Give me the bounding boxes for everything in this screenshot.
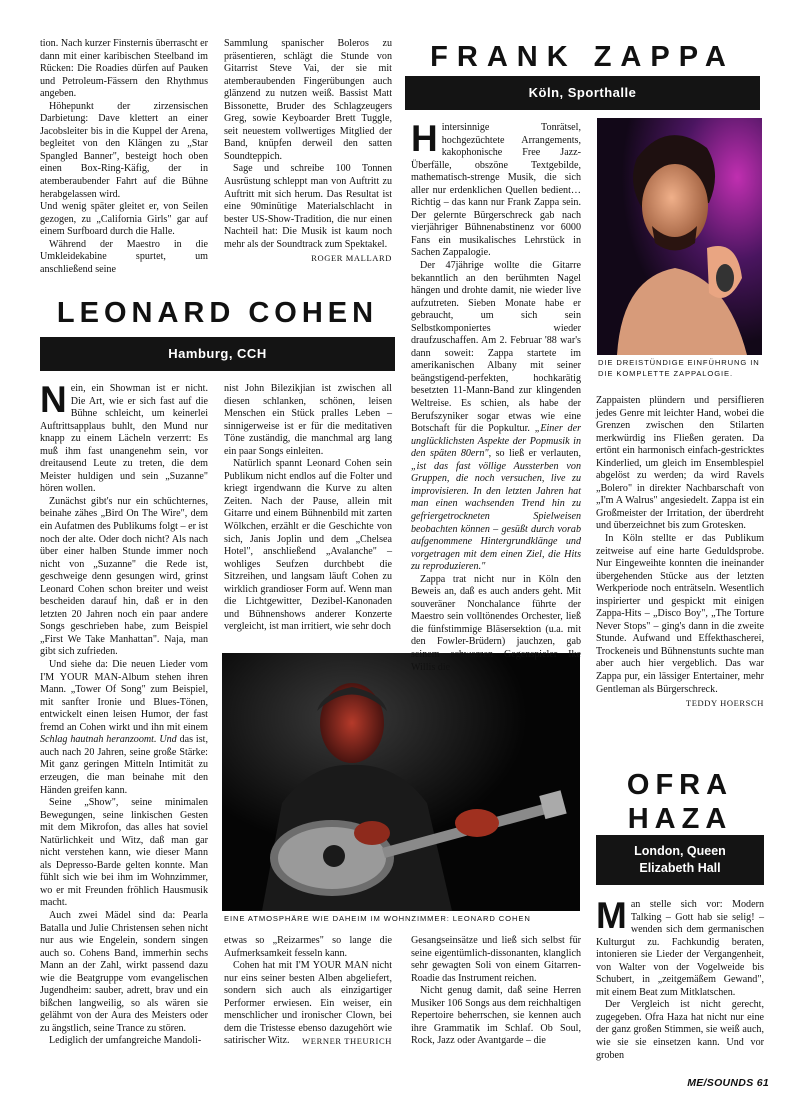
paragraph: Und wenig später gleitet er, von Seilen gezogen, zu „California Girls" gar auf einem Surfboard durch die Halle. [40, 201, 208, 238]
paragraph: Lediglich der umfangreiche Mandoli- [49, 1035, 202, 1047]
paragraph: Auch zwei Mädel sind da: Pearla Batalla und Julie Christensen sehen nicht nur aus wie Engelein, sondern singen auch so. Cohens Band, immerhin sechs Mann an der Zahl, wirkt passend dazu wie die Beatgruppe vom evangelischen Jugendheim: sauber, adrett, brav und ein bißchen langweilig, so als wären sie gelähmt von der Aura des Meisters oder zu ängstlich, seine Trance zu stören. [40, 909, 208, 1034]
author-credit: TEDDY HOERSCH [685, 698, 764, 709]
paragraph: Während der Maestro in die Umkleidekabine spurtet, um anschließend seine [40, 238, 208, 275]
haza-text [596, 895, 764, 1062]
paragraph-text: Und siehe da: Die neuen Lieder vom I'M YOUR MAN-Album stehen ihren Mann. „Tower Of Song" zum Beispiel, mit sanfter Ironie und Blues-Tönen, entwickelt einen leisen Humor, der fast fremd an Cohen wirkt und ihn mit einem [40, 659, 208, 733]
quote-text: „Einer der unglücklichsten Aspekte der Popmusik in den späten 80ern" [411, 423, 581, 460]
cohen-col2-bottom-text [224, 935, 392, 1048]
zappa-title: FRANK ZAPPA [430, 41, 735, 73]
paragraph: Natürlich spannt Leonard Cohen sein Publikum nicht endlos auf die Folter und kriegt irgendwann die Kurve zu alten Zeiten. Nach der Pause, allein mit Gitarre und einem Bühnenbild mit zarten Wölkchen, erzählt er die Geschichte von sich, Janis Joplin und dem „Chelsea Hotel", anschließend „Avalanche" – wohliges Seufzen durchbebt die Sitzreihen, und langsam läuft Cohen zu wirklich grandioser Form auf. Wenn man die Lichtgewitter, Dezibel-Kanonaden und Bühnenshows anderer Konzerte vergleicht, ist man irritiert, wie sehr doch [224, 458, 392, 633]
paragraph: Zappa trat nicht nur in Köln den Beweis an, daß es auch anders geht. Mit souveräner Nonchalance führte der Maestro sein volltönendes Orchester, ließ die fünfstimmige Bläsersektion (u.a. mit den Fowler-Brüdern) jauchzen, gab seinem schwarzen Gegenspieler Ike Willis die [411, 573, 581, 673]
paragraph-text: ein, ein Showman ist er nicht. Die Art, wie er sich fast auf die Bühne schleicht, um keinerlei Auftrittsapplaus buhlt, den Mund nur knapp zu einem Lächeln verzerrt: Es muß ihm fast unangenehm sein, vor dreitausend Leute zu treten, die dem Meister huldigen und sein „Suzanne" hören wollen. [40, 383, 208, 495]
haza-title-line1: OFRA [626, 769, 734, 801]
drop-cap: N [40, 379, 67, 420]
haza-venue-band [596, 835, 764, 885]
cohen-col2-text [224, 383, 392, 634]
zappa-venue-band [405, 76, 760, 110]
col1-top-text [40, 38, 208, 276]
paragraph-text: das ist, auch nach 20 Jahren, seine große Stärke: Mit ganz geringen Mitteln Intimität zu erzeugen, die man beinahe mit den Händen greifen kann. [40, 734, 208, 796]
drop-cap: H [411, 118, 438, 159]
paragraph: Cohen hat mit I'M YOUR MAN nicht nur eins seiner besten Alben abgeliefert, sondern sich auch als einzigartiger Performer erwiesen. Ein weiser, ein menschlicher und ironischer Clown, bei dem die Tristesse ebenso dazugehört wie satirischer Witz. [224, 960, 392, 1047]
paragraph: Höhepunkt der zirzensischen Darbietung: Dave klettert an einer Jacobsleiter bis in die Kuppel der Arena, begleitet von den Klängen zu „Star Spangled Banner", besteigt hoch oben einen Box-Ring-Käfig, der in atemberaubender Fahrt auf die Bühne herabgelassen wird. [40, 100, 208, 200]
paragraph: Zappaisten plündern und persiflieren jedes Genre mit leichter Hand, wobei die Grenzen zwischen den Stilarten merkwürdig ins Fließen geraten. Da ertönt ein harmonisch einfach-gestricktes Kinderlied, um gleich im Ensemblespiel abgelöst zu werden; da wird Ravels „Bolero" in direkter Nachbarschaft von „I'm A Walrus" angesiedelt. Zappa ist ein Großmeister der Irritation, der überdreht und überzeichnet bis zum Grotesken. [596, 395, 764, 532]
paragraph: Gesangseinsätze und ließ sich selbst für seine eigentümlich-dissonanten, klanglich sehr gewagten Soli von einem Gitarren-Roadie das Instrument reichen. [411, 935, 581, 984]
haza-venue-line1: London, Queen [634, 844, 726, 858]
quote-text: „ist das fast völlige Aussterben von Gruppen, die noch versuchen, live zu improvisieren. In den letzten Jahren hat man einen wachsenden Trend hin zu gefriergetrockneten Spielweisen beobachten können – gesüßt durch vorab aufgenommene Hintergrundklänge und vorgetragen mit dem einen Ziel, die Hits zu reproduzieren." [411, 460, 581, 573]
zappa-col3-bottom-text [411, 935, 581, 1048]
paragraph-text: an stelle sich vor: Modern Talking – Gott hab sie selig! – wenden sich dem germanischen Kulturgut zu. Fachkundig beraten, intonieren sie Lieder der Vergangenheit, von Walter von der Vogelweide bis Schubert, in „zeitgemäßem Gewand", mit einem Beat zum Mitklatschen. [596, 899, 764, 998]
italic-text: Schlag hautnah heranzoomt. Und [40, 734, 177, 746]
author-credit: ROGER MALLARD [311, 253, 392, 264]
guitarist-silhouette-icon [222, 653, 580, 911]
magazine-name: ME/SOUNDS [687, 1077, 754, 1089]
cohen-lead-paragraph [40, 379, 208, 496]
paragraph [411, 260, 581, 574]
zappa-venue: Köln, Sporthalle [528, 85, 637, 100]
zappa-photo-caption: DIE DREISTÜNDIGE EINFÜHRUNG IN DIE KOMPLETTE ZAPPALOGIE. [598, 358, 760, 378]
zappa-col3-text [411, 118, 581, 674]
haza-title [596, 768, 764, 836]
cohen-photo [222, 653, 580, 911]
page-number: 61 [756, 1077, 769, 1089]
cohen-title: LEONARD COHEN [56, 297, 379, 329]
paragraph: Nicht genug damit, daß seine Herren Musiker 106 Songs aus dem reichhaltigen Repertoire beherrschen, sie kennen auch ihre Grammatik im Schlaf. Ob Soul, Rock, Jazz oder Avantgarde – die [411, 985, 581, 1047]
paragraph: In Köln stellte er das Publikum zeitweise auf eine harte Geduldsprobe. Nur Eingeweihte konnten die ineinander übergehenden Stücke aus der letzten Werkperiode noch enträtseln. Wesentlich inspirierter und gespickt mit einigen Zappa-Hits – „Disco Boy", „The Torture Never Stops" – ging's dann in die zweite Stunde. Aufwand und Effekthascherei, Trockeneis und Bühnenstunts suchte man aber auch hier vergeblich. Das war Zappa pur, ein lässiger Entertainer, mehr Gentleman als Bürgerschreck. [596, 533, 764, 695]
paragraph: Der Vergleich ist nicht gerecht, zugegeben. Ofra Haza hat nicht nur eine der ganz großen Stimmen, sie weiß auch, wie sie sie einsetzen kann. Und vor groben [596, 999, 764, 1061]
paragraph: tion. Nach kurzer Finsternis überrascht er dann mit einer karibischen Steelband im Rücken: Die Roadies dürfen auf Pauken und Petroleum-Fässern den Rhythmus angeben. [40, 38, 208, 100]
zappa-col4-text [596, 395, 764, 710]
paragraph: Zunächst gibt's nur ein schüchternes, beinahe zähes „Bird On The Wire", dem ein Aufatmen des Publikums folgt – er ist noch der alte. Oder doch nicht? Als nach über einer halben Stunde immer noch nicht von „Suzanne" die Rede ist, geschweige denn gesungen wird, grinst Leonard Cohen schon breiter und weist bescheiden darauf hin, daß er in den letzten 20 Jahren noch ein paar andere Songs geschrieben habe, zum Beispiel „First We Take Manhattan". Naja, man gibt sich zufrieden. [40, 495, 208, 658]
paragraph [40, 659, 208, 797]
haza-title-line2: HAZA [627, 803, 733, 835]
page-footer [687, 1077, 769, 1089]
cohen-venue-band [40, 337, 395, 371]
author-credit: WERNER THEURICH [302, 1036, 392, 1047]
haza-lead-paragraph [596, 895, 764, 999]
paragraph-text: intersinnige Tonrätsel, hochgezüchtete Arrangements, kakophonische Free Jazz-Überfälle, obszöne Textgebilde, mathematisch-strenge Musik, die sich aller nur erdenklichen Quellen bedient… Richtig – das kann nur Frank Zappa sein. Der gelernte Bürgerschreck gab nach vierjähriger Bühnenabstinenz vor 6000 Fans ein musikalisches Lehrstück in Sachen Zappalogie. [411, 122, 581, 259]
paragraph: Seine „Show", seine minimalen Bewegungen, seine linkischen Gesten mit dem Mikrofon, das alles hat soviel Natürlichkeit und Witz, daß man gar nicht verstehen kann, wie dieser Mann als Depresso-Barde gelten konnte. Man fühlt sich wie bei ihm im Wohnzimmer, wo er mit Freunden fröhlich Hausmusik macht. [40, 797, 208, 909]
paragraph: Sage und schreibe 100 Tonnen Ausrüstung schleppt man von Auftritt zu Auftritt mit sich herum. Das Resultat ist eine 90minütige Materialschlacht in bester US-Show-Tradition, die nur einen Nachteil hat: Die Musik ist kaum noch mehr als der Soundtrack zum Spektakel. [224, 163, 392, 250]
cohen-col1-text [40, 379, 208, 1048]
zappa-lead-paragraph [411, 118, 581, 260]
paragraph: etwas so „Reizarmes" so lange die Aufmerksamkeit fesseln kann. [224, 935, 392, 959]
cohen-photo-caption: EINE ATMOSPHÄRE WIE DAHEIM IM WOHNZIMMER: LEONARD COHEN [224, 914, 531, 923]
paragraph: Sammlung spanischer Boleros zu präsentieren, schlägt die Stunde von Gitarrist Steve Vai, der sie mit atemberaubenden Fingerübungen auch glänzend zu nutzen weiß. Bassist Matt Bissonette, Bruder des Schlagzeugers Greg, sowie Keyboarder Brett Tuggle, seit neuestem vollwertiges Mitglied der Band, knüpfen derweil den satten Soundteppich. [224, 38, 392, 162]
cohen-venue: Hamburg, CCH [168, 346, 267, 361]
paragraph: nist John Bilezikjian ist zwischen all diesen schlanken, schönen, leisen Menschen ein Stück pralles Leben – sinnigerweise ist er für die meditativen Töne zuständig, die manchmal arg lang ein paar Songs einleiten. [224, 383, 392, 457]
paragraph-text: , so ließ er verlauten, [488, 448, 581, 460]
paragraph-text: Der 47jährige wollte die Gitarre bekanntlich an den berühmten Nagel hängen und drohte damit, nie wieder live aufzutreten. Sieben Monate habe er gebraucht, um sich sein Selbstkomponiertes wieder draufzuschaffen. Am 2. Februar '88 war's dann soweit: Zappa startete im amerikanischen Albany mit seiner beängstigend-perfekten, hochkarätig besetzten 11-Mann-Band zur klingenden Weltreise. Es schien, als habe der Berufszyniker sogar etwas wie eine Botschaft für die Popkultur. [411, 260, 581, 435]
zappa-photo [597, 118, 762, 355]
singer-portrait-icon [597, 118, 762, 355]
drop-cap: M [596, 895, 627, 936]
haza-venue-line2: Elizabeth Hall [639, 861, 721, 875]
col2-top-text [224, 38, 392, 265]
